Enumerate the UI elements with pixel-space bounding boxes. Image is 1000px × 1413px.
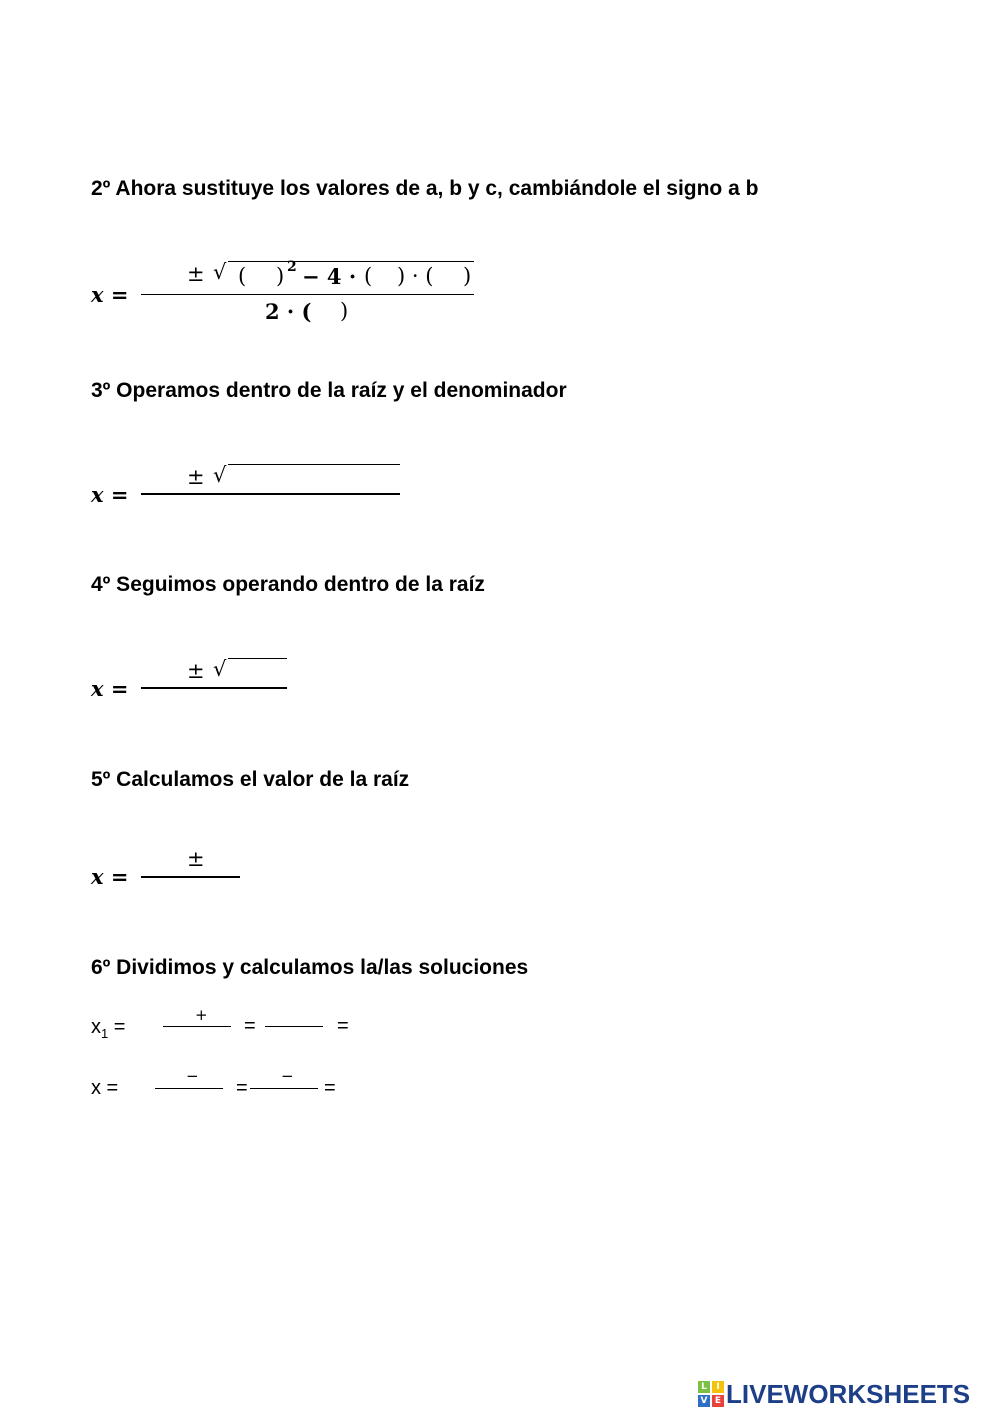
x-equals-label: x = bbox=[91, 482, 129, 507]
logo-tile-l: L bbox=[698, 1381, 710, 1393]
denominator-close: ) bbox=[340, 299, 349, 323]
logo-tiles bbox=[698, 1381, 724, 1407]
close-paren-c: ) bbox=[463, 264, 472, 288]
x-equals-label: x = bbox=[91, 864, 129, 889]
liveworksheets-logo bbox=[698, 1379, 970, 1409]
x2-label: x = bbox=[91, 1077, 119, 1099]
x-equals-label: x = bbox=[91, 282, 129, 307]
x1-equals-3: = bbox=[337, 1015, 349, 1037]
x1-fraction-bar-2 bbox=[265, 1026, 323, 1027]
x1-fraction-bar-1 bbox=[163, 1026, 231, 1027]
step-6-heading: 6º Dividimos y calculamos la/las soluciones bbox=[91, 956, 529, 979]
logo-text: LIVEWORKSHEETS bbox=[726, 1378, 971, 1409]
fraction-bar bbox=[141, 876, 240, 878]
minus-sign-2: − bbox=[281, 1067, 294, 1085]
x2-fraction-bar-2 bbox=[250, 1088, 318, 1089]
step-2-heading: 2º Ahora sustituye los valores de a, b y c, cambiándole el signo a b bbox=[91, 177, 759, 200]
denominator-two: 2 · ( bbox=[265, 299, 312, 324]
sqrt-vinculum bbox=[228, 261, 474, 262]
step-4-heading: 4º Seguimos operando dentro de la raíz bbox=[91, 573, 485, 596]
step-5-heading: 5º Calculamos el valor de la raíz bbox=[91, 768, 410, 791]
plus-minus-sign: ± bbox=[187, 847, 205, 871]
logo-tile-e: E bbox=[712, 1395, 724, 1407]
sqrt-vinculum bbox=[228, 464, 400, 465]
logo-tile-i: I bbox=[712, 1381, 724, 1393]
sqrt-vinculum bbox=[228, 658, 287, 659]
exponent-two: 2 bbox=[287, 259, 297, 275]
x1-equals-2: = bbox=[244, 1015, 256, 1037]
plus-minus-sign: ± bbox=[187, 465, 205, 489]
sqrt-sign: √ bbox=[213, 657, 227, 681]
sqrt-sign: √ bbox=[213, 260, 227, 284]
x1-subscript: 1 bbox=[101, 1026, 109, 1041]
open-paren: ( bbox=[238, 264, 247, 288]
plus-minus-sign: ± bbox=[187, 262, 205, 286]
open-paren-a: ( bbox=[364, 264, 373, 288]
sqrt-sign: √ bbox=[213, 463, 227, 487]
x2-equals-3: = bbox=[324, 1077, 336, 1099]
plus-sign: + bbox=[195, 1006, 208, 1024]
fraction-bar bbox=[141, 294, 474, 295]
x1-label: $x_1$ = bbox=[91, 1016, 126, 1041]
mid-parens: ) · ( bbox=[397, 264, 434, 288]
x2-equals-2: = bbox=[236, 1077, 248, 1099]
fraction-bar bbox=[141, 687, 287, 689]
x-equals-label: x = bbox=[91, 676, 129, 701]
minus-sign-1: − bbox=[186, 1067, 199, 1085]
x2-fraction-bar-1 bbox=[155, 1088, 223, 1089]
x1-equals: = bbox=[113, 1016, 126, 1038]
plus-minus-sign: ± bbox=[187, 659, 205, 683]
close-paren: ) bbox=[276, 264, 285, 288]
step-3-heading: 3º Operamos dentro de la raíz y el denominador bbox=[91, 379, 567, 402]
fraction-bar bbox=[141, 493, 400, 495]
logo-tile-v: V bbox=[698, 1395, 710, 1407]
minus-four: − 4 · bbox=[302, 264, 357, 289]
